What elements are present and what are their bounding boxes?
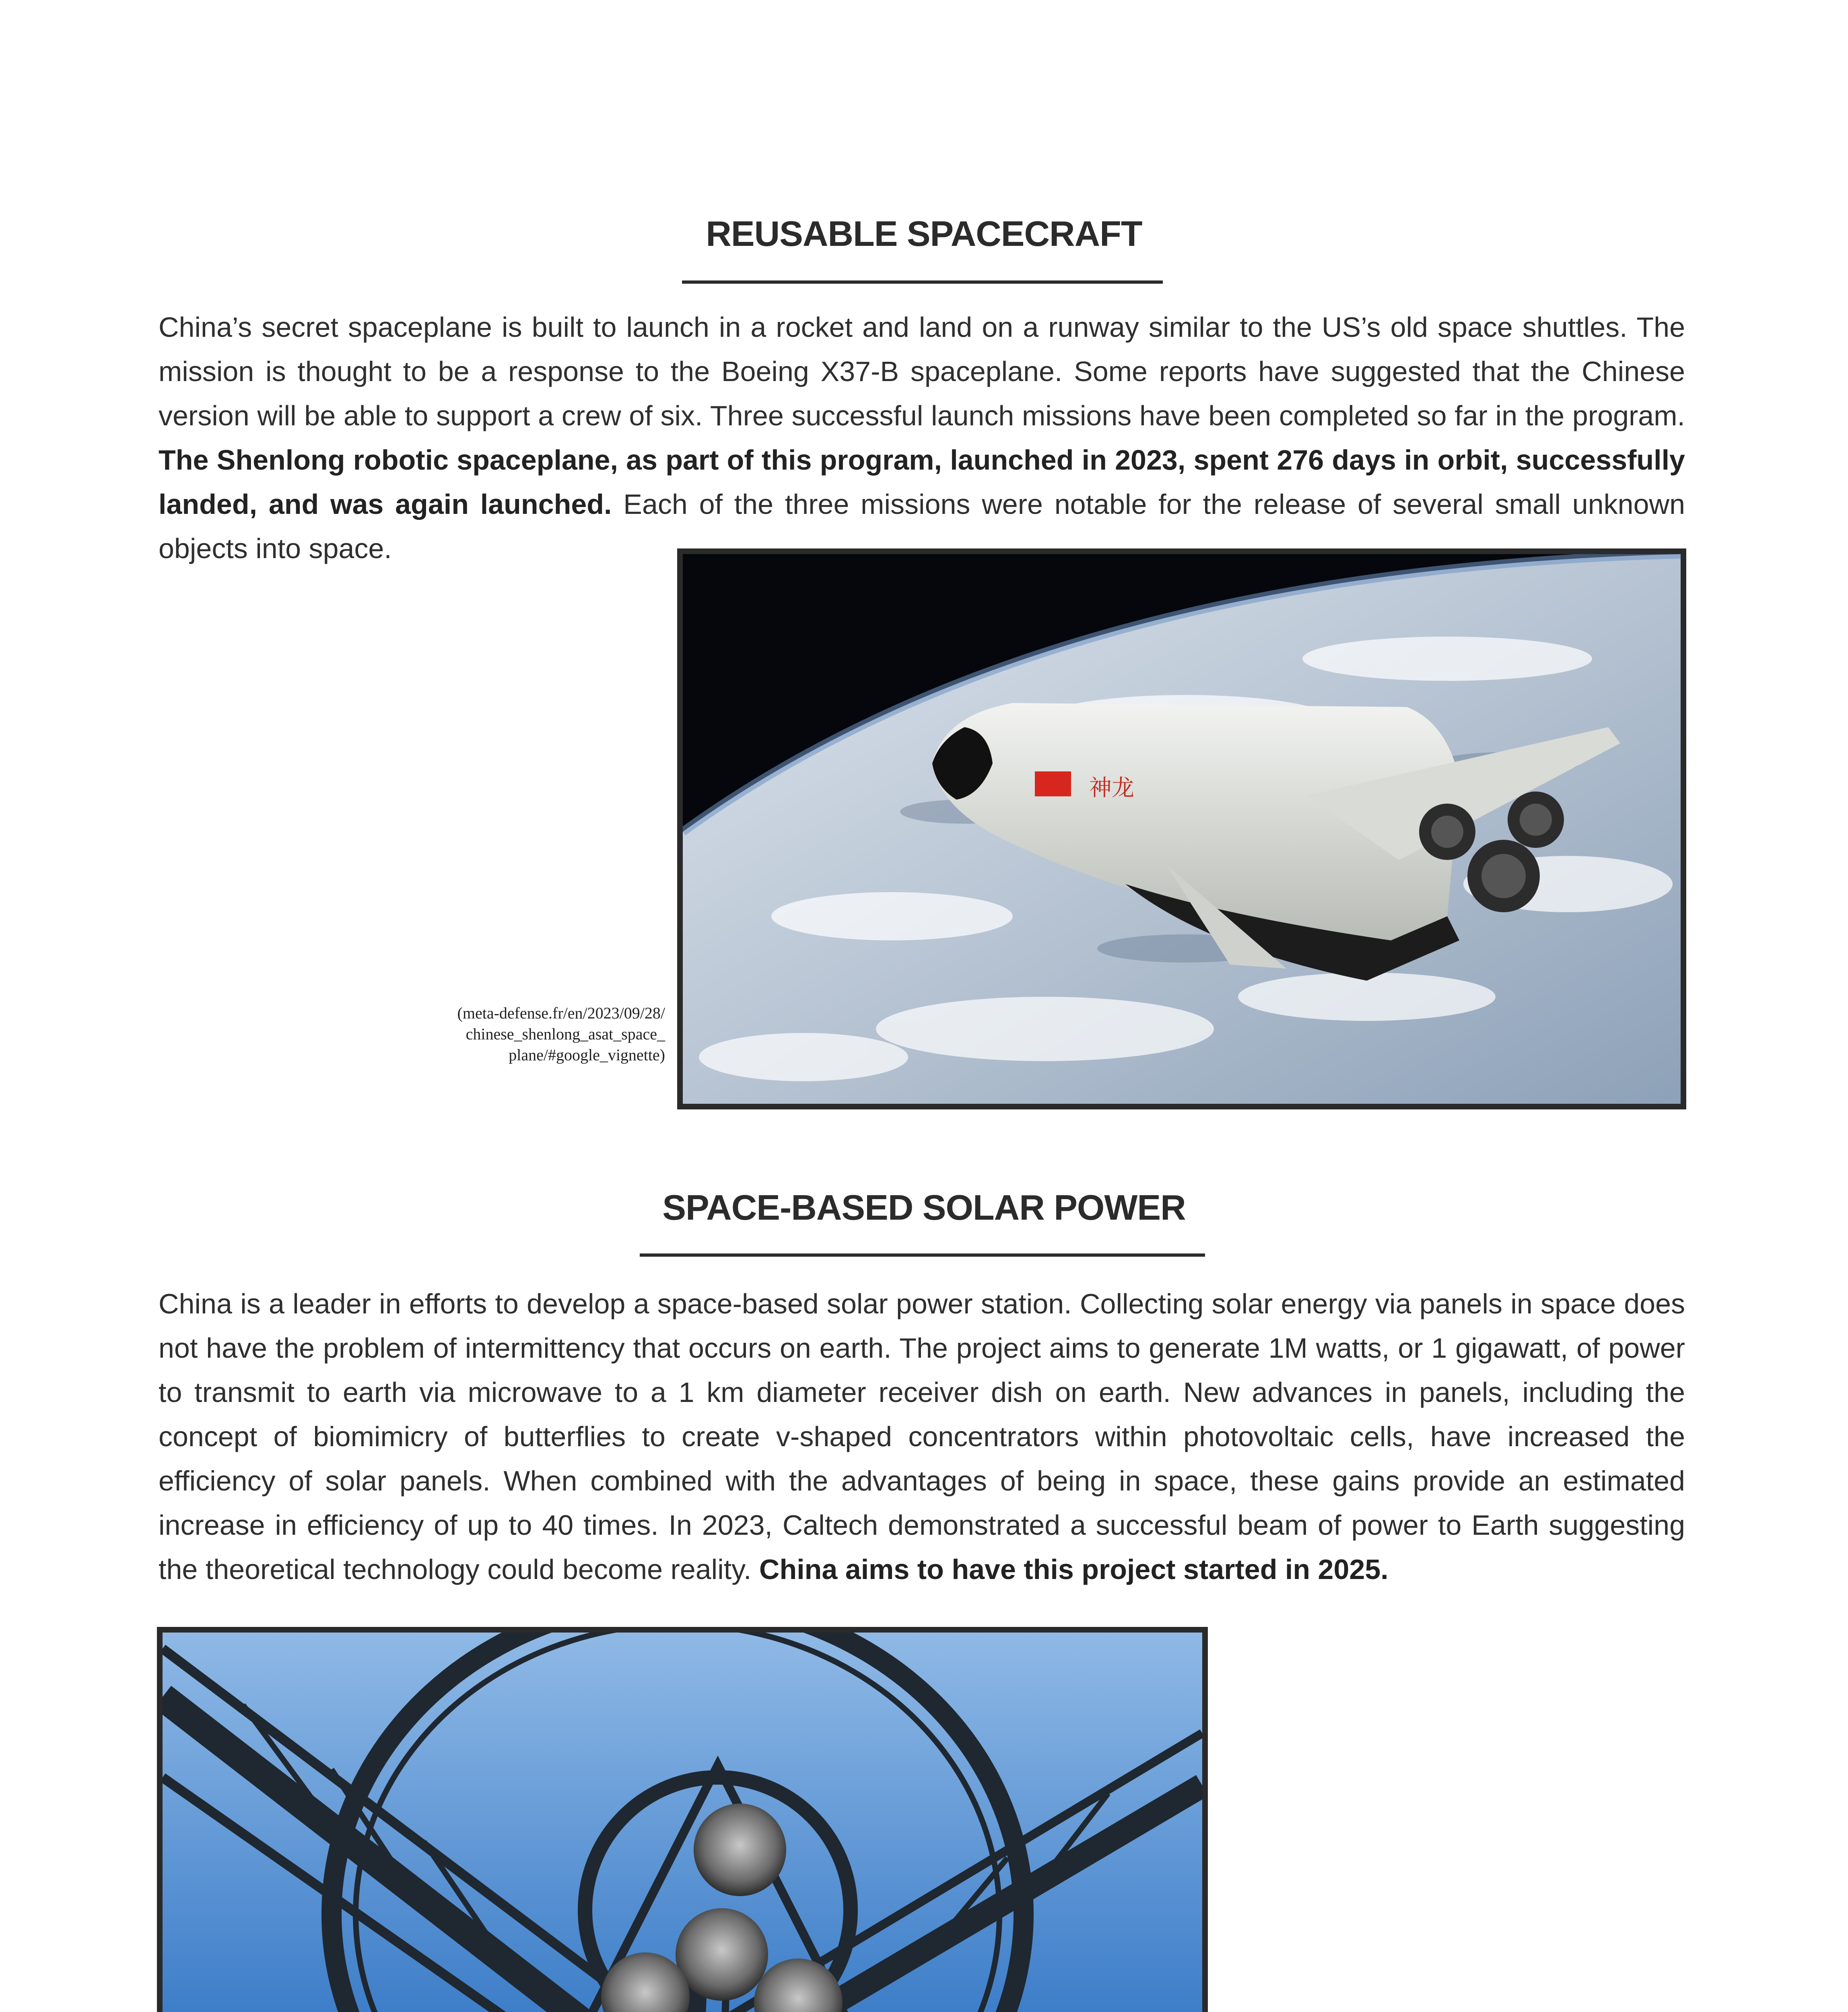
- section-heading-space-based-solar-power: SPACE-BASED SOLAR POWER: [662, 1187, 1186, 1227]
- spaceplane-illustration: [683, 554, 1681, 1104]
- paragraph-bold-text: China aims to have this project started in 2025.: [759, 1554, 1389, 1585]
- paragraph-text: Each of the three missions were notable for the release of several small unknown objects into space.: [159, 489, 1685, 564]
- spaceplane-image-credit: [386, 1003, 665, 1066]
- spaceplane-marking: 神龙: [1089, 775, 1134, 801]
- ground-receiver-illustration: [163, 1633, 1202, 2012]
- credit-line: chinese_shenlong_asat_space_: [466, 1025, 665, 1043]
- section-heading-reusable-spacecraft: REUSABLE SPACECRAFT: [706, 214, 1142, 254]
- credit-line: (meta-defense.fr/en/2023/09/28/: [457, 1004, 665, 1022]
- paragraph-text: China is a leader in efforts to develop a space-based solar power station. Collecting solar energy via panels in space does not have the problem of intermittency that occurs on earth. The project aims to generate 1M watts, or 1 gigawatt, of power to transmit to earth via microwave to a 1 km diameter receiver dish on earth. New advances in panels, including the concept of biomimicry of butterflies to create v-shaped concentrators within photovoltaic cells, have increased the efficiency of solar panels. When combined with the advantages of being in space, these gains provide an estimated increase in efficiency of up to 40 times. In 2023, Caltech demonstrated a successful beam of power to Earth suggesting the theoretical technology could become reality.: [159, 1288, 1685, 1585]
- ground-receiver-photo: [157, 1627, 1208, 2012]
- heading-underline: [682, 280, 1163, 284]
- paragraph-bold-text: The Shenlong robotic spaceplane, as part of this program, launched in 2023, spent 276 days in orbit, successfully landed, and was again launched.: [159, 444, 1685, 520]
- solar-power-paragraph: [159, 1282, 1685, 1591]
- spaceplane-photo: [677, 548, 1686, 1109]
- credit-line: plane/#google_vignette): [509, 1046, 665, 1064]
- reusable-spacecraft-paragraph: [159, 305, 1685, 571]
- heading-underline: [640, 1253, 1205, 1257]
- paragraph-text: China’s secret spaceplane is built to launch in a rocket and land on a runway similar to the US’s old space shuttles. The mission is thought to be a response to the Boeing X37-B spaceplane. Some reports have suggested that the Chinese version will be able to support a crew of six. Three successful launch missions have been completed so far in the program.: [159, 311, 1685, 431]
